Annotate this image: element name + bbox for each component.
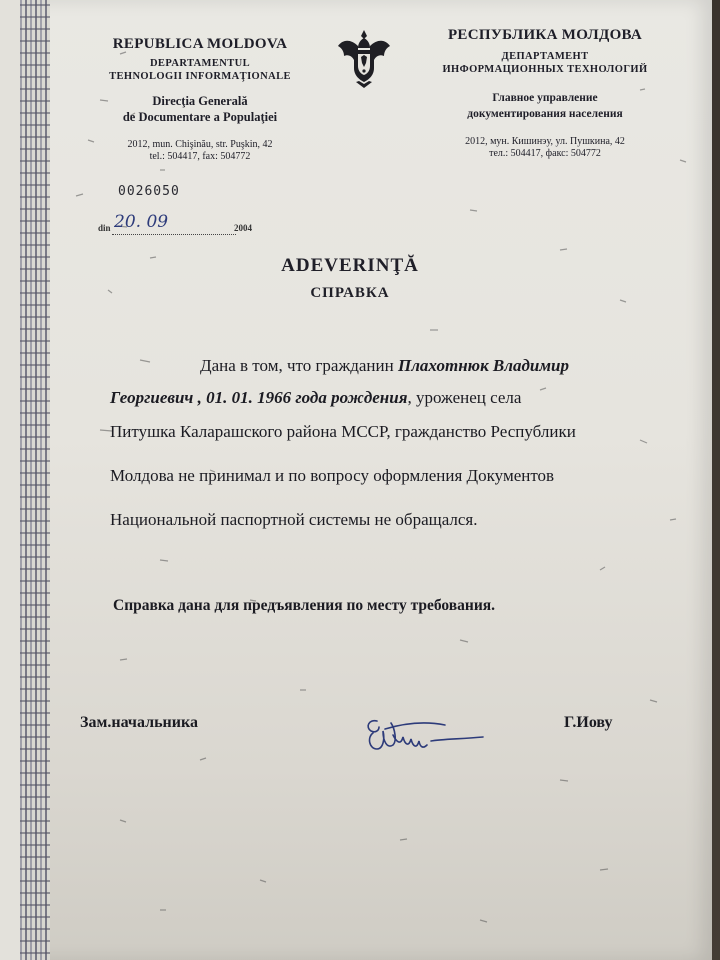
body-line-5: Национальной паспортной системы не обращался. xyxy=(110,510,478,529)
header-russian xyxy=(415,27,675,160)
header-ru-country: РЕСПУБЛИКА МОЛДОВА xyxy=(447,27,643,43)
signatory-title: Зам.начальника xyxy=(80,714,198,731)
body-line-2 xyxy=(110,388,670,408)
closing-statement: Справка дана для предъявления по месту требования. xyxy=(113,597,496,614)
date-prefix: din xyxy=(98,223,111,233)
header-ru-directorate-line1: Главное управление xyxy=(492,92,598,104)
date-dotted-line xyxy=(112,234,236,235)
handwritten-signature xyxy=(355,705,495,763)
header-ru-directorate-line2: документирования населения xyxy=(467,108,623,120)
document-number: 0026050 xyxy=(118,184,180,199)
signatory-name: Г.Иову xyxy=(564,714,613,731)
header-ro-directorate-line2: de Documentare a Populaţiei xyxy=(122,110,278,124)
body-line-2-text: , уроженец села xyxy=(407,388,522,407)
header-ro-directorate-line1: Direcţia Generală xyxy=(152,94,248,108)
header-ru-address-line1: 2012, мун. Кишинэу, ул. Пушкина, 42 xyxy=(465,136,625,147)
coat-of-arms-emblem-icon xyxy=(334,26,394,90)
title-romanian: ADEVERINŢĂ xyxy=(281,255,419,276)
decorative-border xyxy=(20,0,50,960)
header-romanian xyxy=(70,36,330,163)
paper-left-margin xyxy=(0,0,20,960)
body-line-4: Молдова не принимал и по вопросу оформления Документов xyxy=(110,466,555,485)
issue-date xyxy=(98,212,264,236)
header-ru-address-line2: тел.: 504417, факс: 504772 xyxy=(489,148,601,159)
title-russian: СПРАВКА xyxy=(310,285,390,301)
header-ru-dept-line1: ДЕПАРТАМЕНТ xyxy=(501,51,589,62)
body-line-3: Питушка Каларашского района МССР, гражданство Республики xyxy=(110,422,576,441)
header-ro-address-line1: 2012, mun. Chişinău, str. Puşkin, 42 xyxy=(127,139,273,150)
body-line-1 xyxy=(200,356,670,376)
header-ro-address-line2: tel.: 504417, fax: 504772 xyxy=(149,151,251,162)
date-handwritten: 20. 09 xyxy=(114,212,169,232)
document-title xyxy=(220,255,480,302)
citizen-name: Плахотнюк Владимир xyxy=(397,356,569,375)
body-line-1-text: Дана в том, что гражданин xyxy=(200,356,398,375)
header-ro-dept-line1: DEPARTAMENTUL xyxy=(149,58,251,69)
header-ro-dept-line2: TEHNOLOGII INFORMAŢIONALE xyxy=(109,71,291,82)
date-year: 2004 xyxy=(234,223,252,233)
citizen-patronymic-birthdate: Георгиевич , 01. 01. 1966 года рождения xyxy=(110,388,408,407)
header-ro-country: REPUBLICA MOLDOVA xyxy=(112,36,288,52)
header-ru-dept-line2: ИНФОРМАЦИОННЫХ ТЕХНОЛОГИЙ xyxy=(442,64,648,75)
